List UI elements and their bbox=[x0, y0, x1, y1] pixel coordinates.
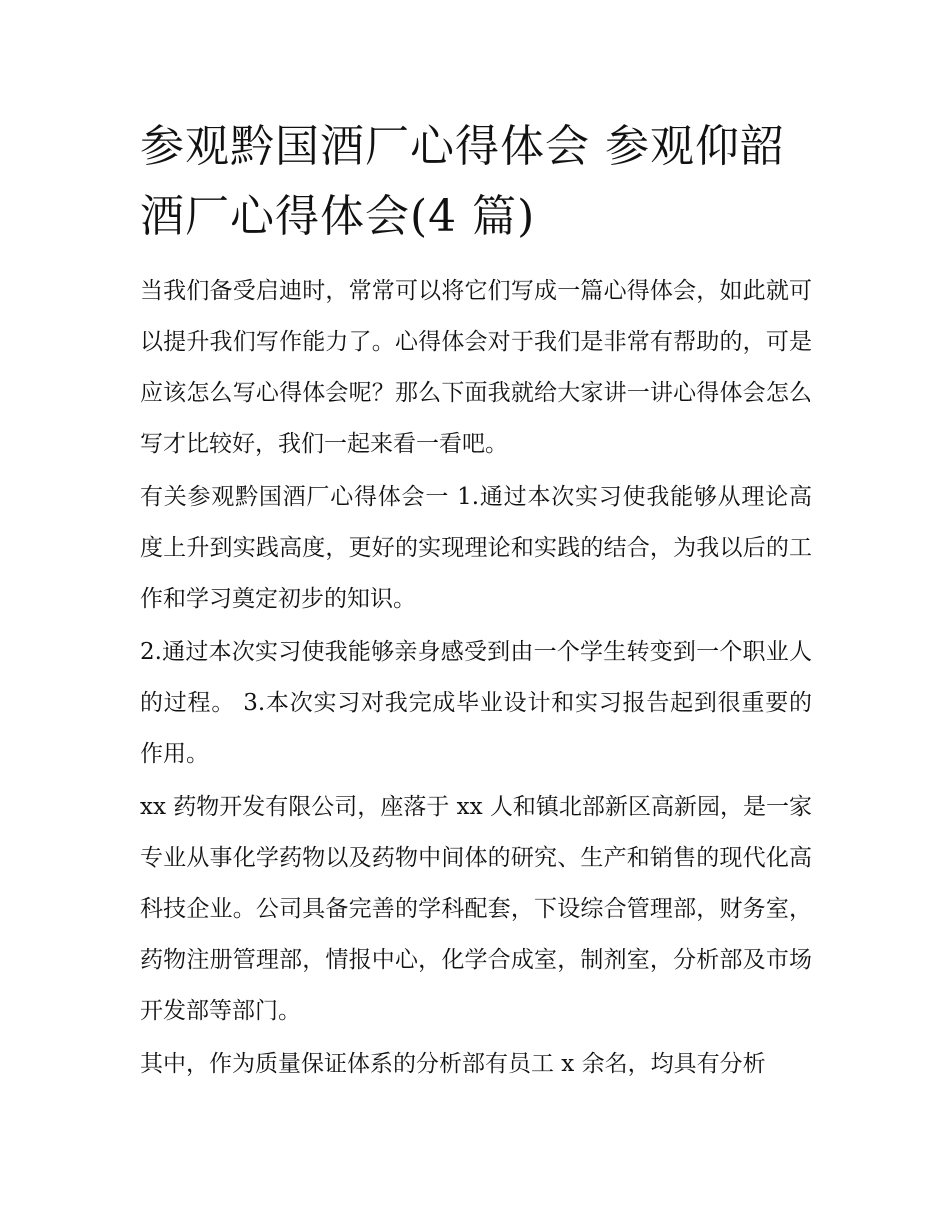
document-page bbox=[140, 112, 812, 1092]
paragraph-item-2: 2.通过本次实习使我能够亲身感受到由一个学生转变到一个职业人的过程。 3.本次实习对我完成毕业设计和实习报告起到很重要的作用。 bbox=[140, 639, 812, 767]
paragraph-item-1: 有关参观黔国酒厂心得体会一 1.通过本次实习使我能够从理论高度上升到实践高度，更好的实现理论和实践的结合，为我以后的工作和学习奠定初步的知识。 bbox=[140, 484, 812, 612]
paragraph-company: xx 药物开发有限公司，座落于 xx 人和镇北部新区高新园，是一家专业从事化学药物以及药物中间体的研究、生产和销售的现代化高科技企业。公司具备完善的学科配套，下设综合管理部，财务室，药物注册管理部，情报中心，化学合成室，制剂室，分析部及市场开发部等部门。 bbox=[140, 794, 812, 1024]
document-title: 参观黔国酒厂心得体会 参观仰韶酒厂心得体会(4 篇) bbox=[140, 121, 785, 242]
paragraph-analysis: 其中，作为质量保证体系的分析部有员工 x 余名，均具有分析 bbox=[140, 1051, 766, 1077]
paragraph-intro: 当我们备受启迪时，常常可以将它们写成一篇心得体会，如此就可以提升我们写作能力了。心得体会对于我们是非常有帮助的，可是应该怎么写心得体会呢？那么下面我就给大家讲一讲心得体会怎么写才比较好，我们一起来看一看吧。 bbox=[140, 278, 812, 457]
